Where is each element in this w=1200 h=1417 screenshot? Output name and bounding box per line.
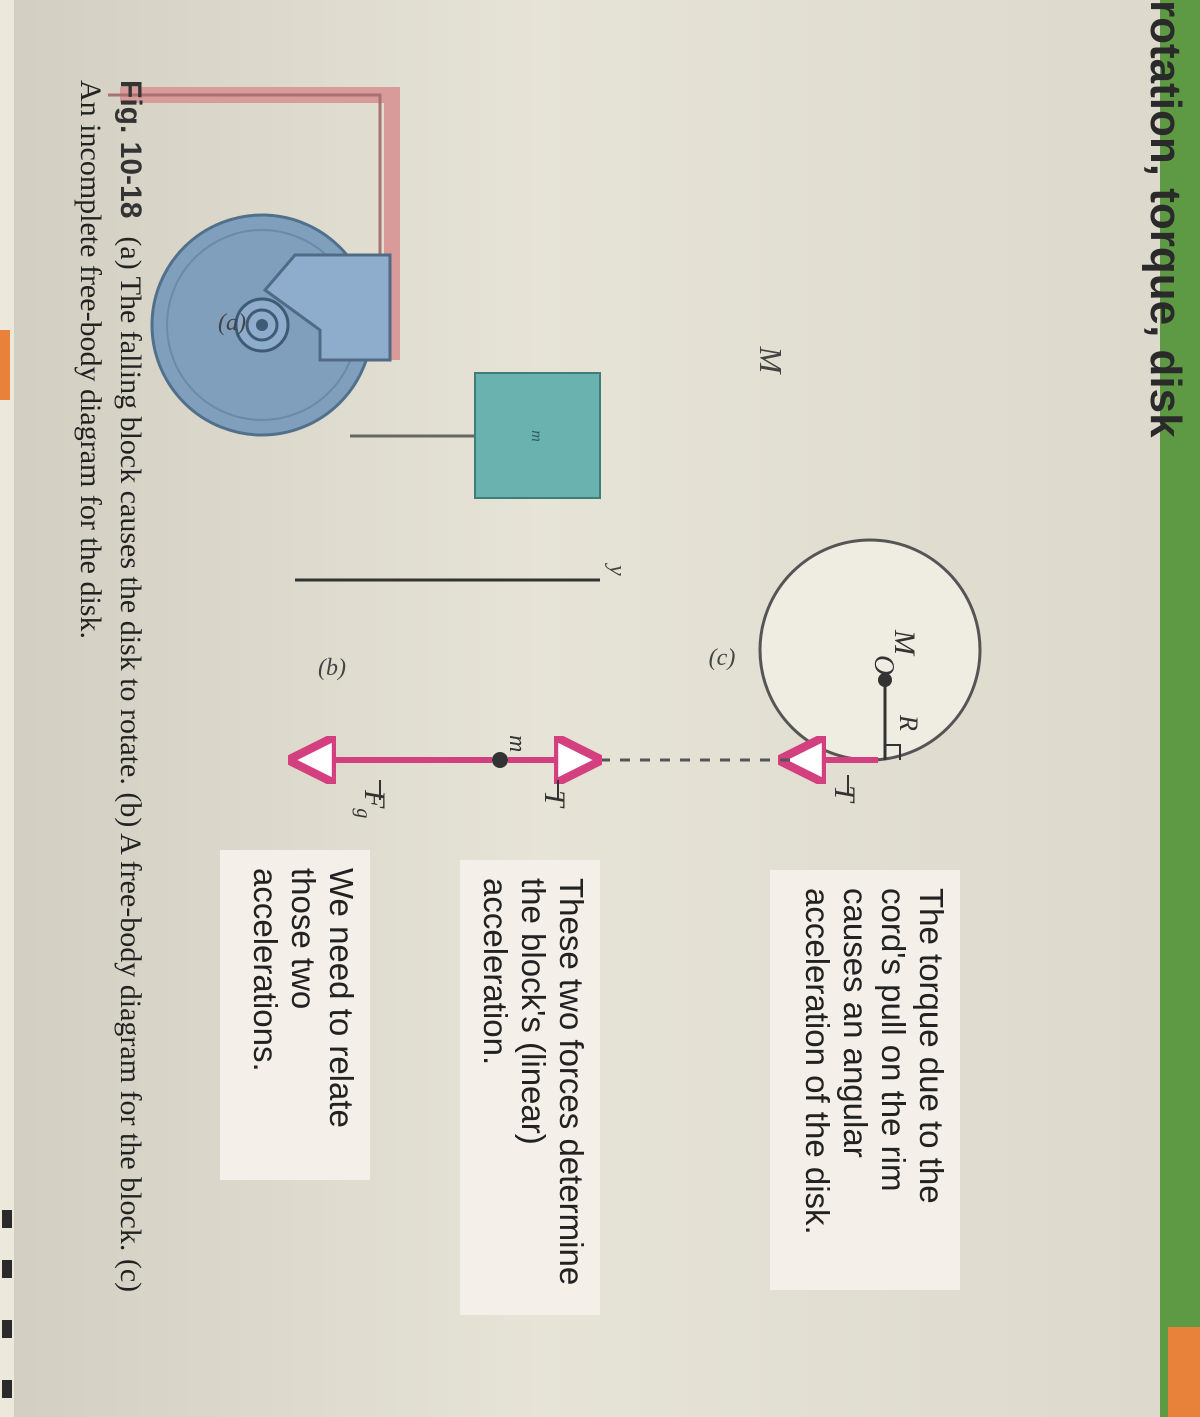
caption-text: (a) The falling block causes the disk to rotate. (b) A free-body diagram for the block. (c) An incomplete free-body diagram for the disk.: [74, 80, 147, 1293]
panel-c-disk-fbd: [709, 540, 980, 804]
origin-label: O: [868, 655, 899, 676]
page-title: rotation, torque, disk: [1141, 0, 1190, 438]
callout-torque: The torque due to the cord's pull on the rim causes an angular acceleration of the disk.: [770, 870, 960, 1290]
disk-mass-label: M: [753, 346, 789, 374]
y-axis-label: y: [604, 565, 630, 576]
figure-number: Fig. 10-18: [114, 80, 147, 219]
block-label: m: [528, 430, 545, 442]
radius-label: R: [894, 715, 923, 731]
fbd-disk-mass-label: M: [888, 630, 921, 655]
callout-forces: These two forces determine the block's (linear) acceleration.: [460, 860, 600, 1315]
panel-c-label: (c): [708, 645, 736, 671]
block-point: [492, 752, 508, 768]
fbd-disk-circle: [760, 540, 980, 760]
fbd-block-mass-label: m: [504, 735, 530, 753]
panel-a-apparatus: [108, 95, 789, 498]
callout-relate: We need to relate those two accelerations.: [220, 850, 370, 1180]
tension-label-block: T: [538, 790, 571, 807]
gravity-label: $F_g$: [352, 790, 391, 819]
tension-label-disk: T: [828, 785, 861, 802]
panel-b-label: (b): [318, 655, 346, 681]
figure-caption: [70, 80, 150, 1310]
panel-a-label: (a): [218, 310, 246, 336]
panel-b-block-fbd: [295, 563, 790, 818]
